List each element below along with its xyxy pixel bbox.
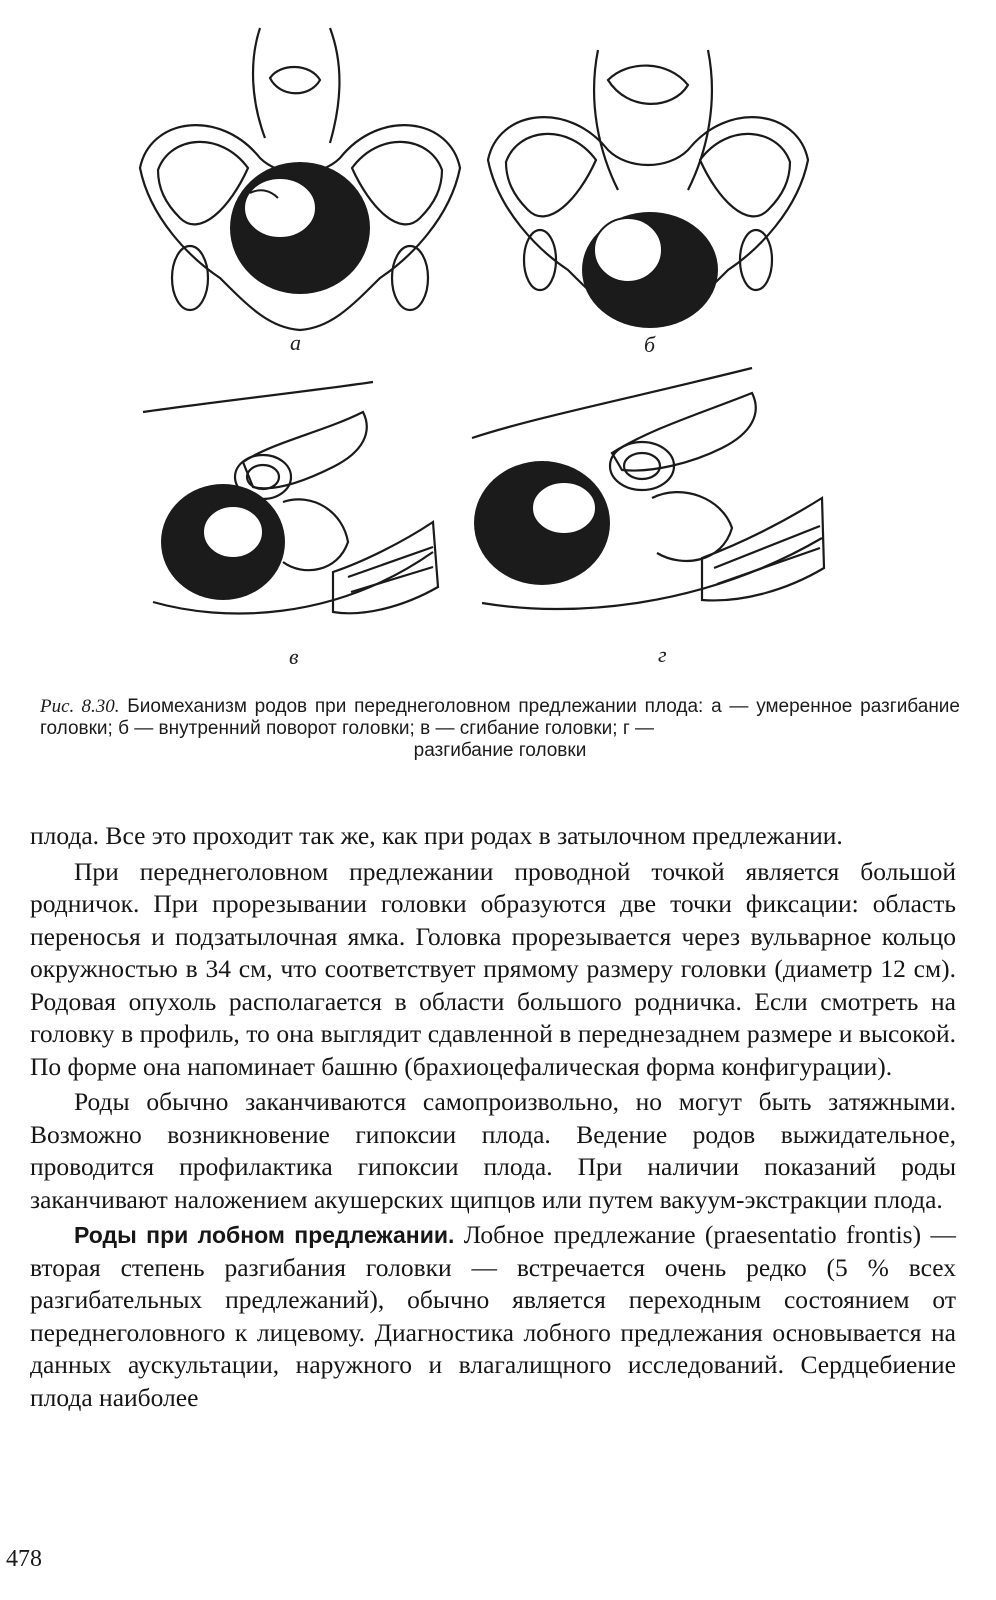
panel-label-g: г xyxy=(658,642,667,667)
figure-panel-a xyxy=(130,18,470,355)
pelvis-illustration-a xyxy=(130,18,470,343)
paragraph-2: При переднеголовном предлежании проводной точкой является большой родничок. При прорезывании головки образуются две точки фиксации: область переносья и подзатылочная ямка. Головка прорезывается через вульварное кольцо окружностью в 34 см, что соответствует прямому размеру головки (диаметр 12 см). Родовая опухоль располагается в области большого родничка. Если смотреть на головку в профиль, то она выглядит сдавленной в переднезаднем размере и высокой. По форме она напоминает башню (брахиоцефалическая форма конфигурации). xyxy=(30,856,956,1081)
caption-text: Биомеханизм родов при переднеголовном предлежании плода: а — умеренное разгибание головки; б — внутренний поворот головки; в — сгибание головки; г — xyxy=(40,696,960,739)
figure-panel-b xyxy=(478,40,818,357)
figure-number: Рис. 8.30. xyxy=(40,696,120,717)
body-text xyxy=(30,820,956,1417)
figure-panel-v xyxy=(133,372,453,669)
figure-caption xyxy=(40,696,960,762)
page-number: 478 xyxy=(6,1546,42,1572)
sagittal-illustration-v xyxy=(133,372,453,642)
panel-label-b: б xyxy=(644,332,656,357)
paragraph-4-text: Лобное предлежание (praesentatio frontis) — вторая степень разгибания головки — встречается очень редко (5 % всех разгибательных предлежаний), обычно является переходным состоянием от переднеголовного к лицевому. Диагностика лобного предлежания основывается на данных аускультации, наружного и влагалищного исследований. Сердцебиение плода наиболее xyxy=(30,1220,956,1412)
section-heading: Роды при лобном предлежании. xyxy=(74,1222,455,1248)
sagittal-illustration-g xyxy=(452,358,832,628)
paragraph-4 xyxy=(30,1219,956,1414)
caption-last-line: разгибание головки xyxy=(413,740,587,761)
pelvis-illustration-b xyxy=(478,40,818,340)
panel-label-v: в xyxy=(289,644,299,669)
figure-panel-g xyxy=(452,358,832,667)
paragraph-1: плода. Все это проходит так же, как при родах в затылочном предлежании. xyxy=(30,821,843,850)
panel-label-a: а xyxy=(290,330,301,355)
paragraph-3: Роды обычно заканчиваются самопроизвольно, но могут быть затяжными. Возможно возникновение гипоксии плода. Ведение родов выжидательное, проводится профилактика гипоксии плода. При наличии показаний роды заканчивают наложением акушерских щипцов или путем вакуум-экстракции плода. xyxy=(30,1087,956,1214)
